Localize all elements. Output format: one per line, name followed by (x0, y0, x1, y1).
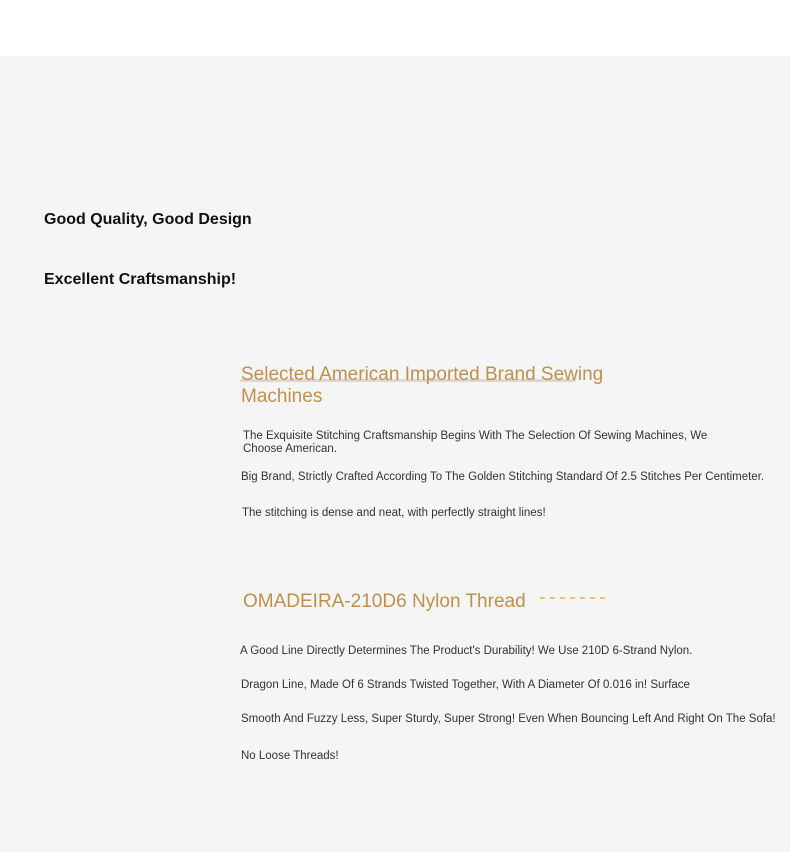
sewing-paragraph-3: The stitching is dense and neat, with perfectly straight lines! (242, 507, 546, 519)
sewing-paragraph-1: The Exquisite Stitching Craftsmanship Begins With The Selection Of Sewing Machines, We Choose American. (243, 430, 708, 455)
section-title-sewing: Selected American Imported Brand Sewing Machines (241, 364, 604, 407)
thread-paragraph-4: No Loose Threads! (241, 750, 339, 762)
sewing-paragraph-2: Big Brand, Strictly Crafted According To The Golden Stitching Standard Of 2.5 Stitches Per Centimeter. (241, 471, 765, 483)
thread-paragraph-2: Dragon Line, Made Of 6 Strands Twisted Together, With A Diameter Of 0.016 in! Surface (241, 679, 690, 691)
top-bar (0, 0, 790, 56)
thread-paragraph-3: Smooth And Fuzzy Less, Super Sturdy, Super Strong! Even When Bouncing Left And Right On The Sofa! (241, 713, 776, 725)
thread-dots-decoration (540, 597, 610, 599)
section-title-thread: OMADEIRA-210D6 Nylon Thread (243, 591, 526, 612)
heading-good-quality: Good Quality, Good Design (44, 211, 252, 228)
thread-paragraph-1: A Good Line Directly Determines The Product's Durability! We Use 210D 6-Strand Nylon. (240, 645, 693, 657)
heading-craftsmanship: Excellent Craftsmanship! (44, 271, 237, 288)
